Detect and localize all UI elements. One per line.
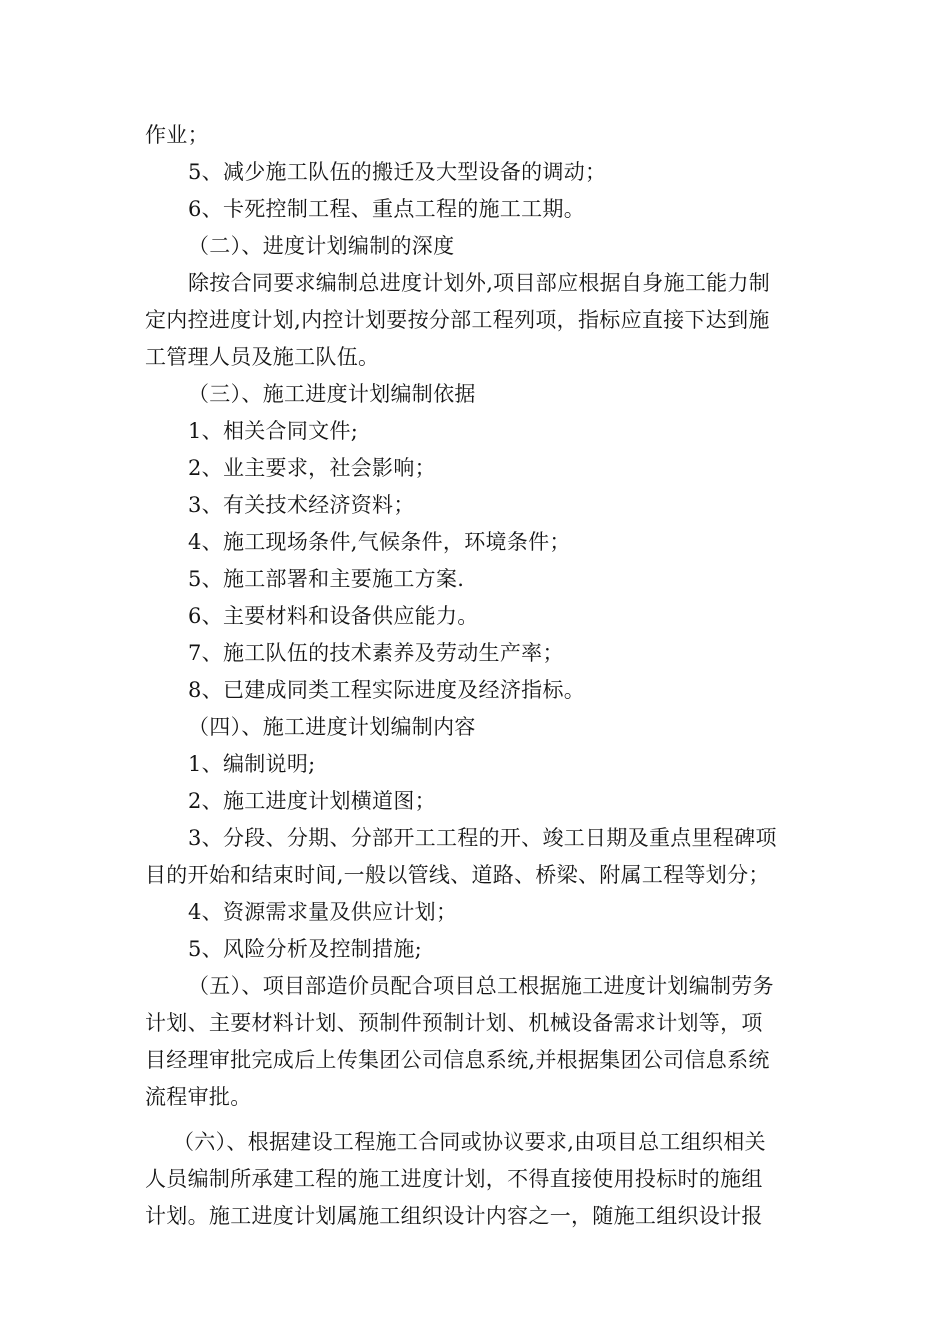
paragraph-line: 计划。施工进度计划属施工组织设计内容之一，随施工组织设计报: [145, 1204, 763, 1228]
list-item: 6、卡死控制工程、重点工程的施工工期。: [188, 197, 586, 221]
list-item: 5、风险分析及控制措施;: [188, 937, 423, 961]
list-item: 3、有关技术经济资料；: [188, 493, 415, 517]
list-item: 7、施工队伍的技术素养及劳动生产率；: [188, 641, 564, 665]
list-item: 1、相关合同文件;: [188, 419, 359, 443]
paragraph-line: 目的开始和结束时间,一般以管线、道路、桥梁、附属工程等划分；: [145, 863, 770, 887]
list-item: 2、施工进度计划横道图；: [188, 789, 436, 813]
section-heading: （二）、进度计划编制的深度: [188, 234, 455, 258]
list-item: 6、主要材料和设备供应能力。: [188, 604, 479, 628]
paragraph-gap: [145, 1116, 817, 1124]
list-item: 5、减少施工队伍的搬迁及大型设备的调动；: [188, 160, 607, 184]
paragraph-line: 除按合同要求编制总进度计划外,项目部应根据自身施工能力制: [188, 271, 771, 295]
section-heading: （四）、施工进度计划编制内容: [188, 715, 476, 739]
list-item: 4、施工现场条件,气候条件，环境条件；: [188, 530, 571, 554]
paragraph-line: 人员编制所承建工程的施工进度计划，不得直接使用投标时的施组: [145, 1167, 763, 1191]
text-line: 作业；: [145, 123, 209, 147]
paragraph-line: 目经理审批完成后上传集团公司信息系统,并根据集团公司信息系统: [145, 1048, 770, 1072]
list-item: 8、已建成同类工程实际进度及经济指标。: [188, 678, 586, 702]
paragraph-line: 工管理人员及施工队伍。: [145, 345, 380, 369]
section-heading: （六）、根据建设工程施工合同或协议要求,由项目总工组织相关: [173, 1130, 766, 1154]
list-item: 4、资源需求量及供应计划；: [188, 900, 458, 924]
paragraph-line: 计划、主要材料计划、预制件预制计划、机械设备需求计划等，项: [145, 1011, 763, 1035]
list-item: 2、业主要求，社会影响；: [188, 456, 436, 480]
section-heading: （五）、项目部造价员配合项目总工根据施工进度计划编制劳务: [188, 974, 774, 998]
list-item: 5、施工部署和主要施工方案.: [188, 567, 465, 591]
paragraph-line: 流程审批。: [145, 1085, 252, 1109]
document-body: [145, 117, 817, 1235]
section-heading: （三）、施工进度计划编制依据: [188, 382, 476, 406]
list-item: 1、编制说明;: [188, 752, 316, 776]
list-item: 3、分段、分期、分部开工工程的开、竣工日期及重点里程碑项: [188, 826, 777, 850]
paragraph-line: 定内控进度计划,内控计划要按分部工程列项，指标应直接下达到施: [145, 308, 770, 332]
